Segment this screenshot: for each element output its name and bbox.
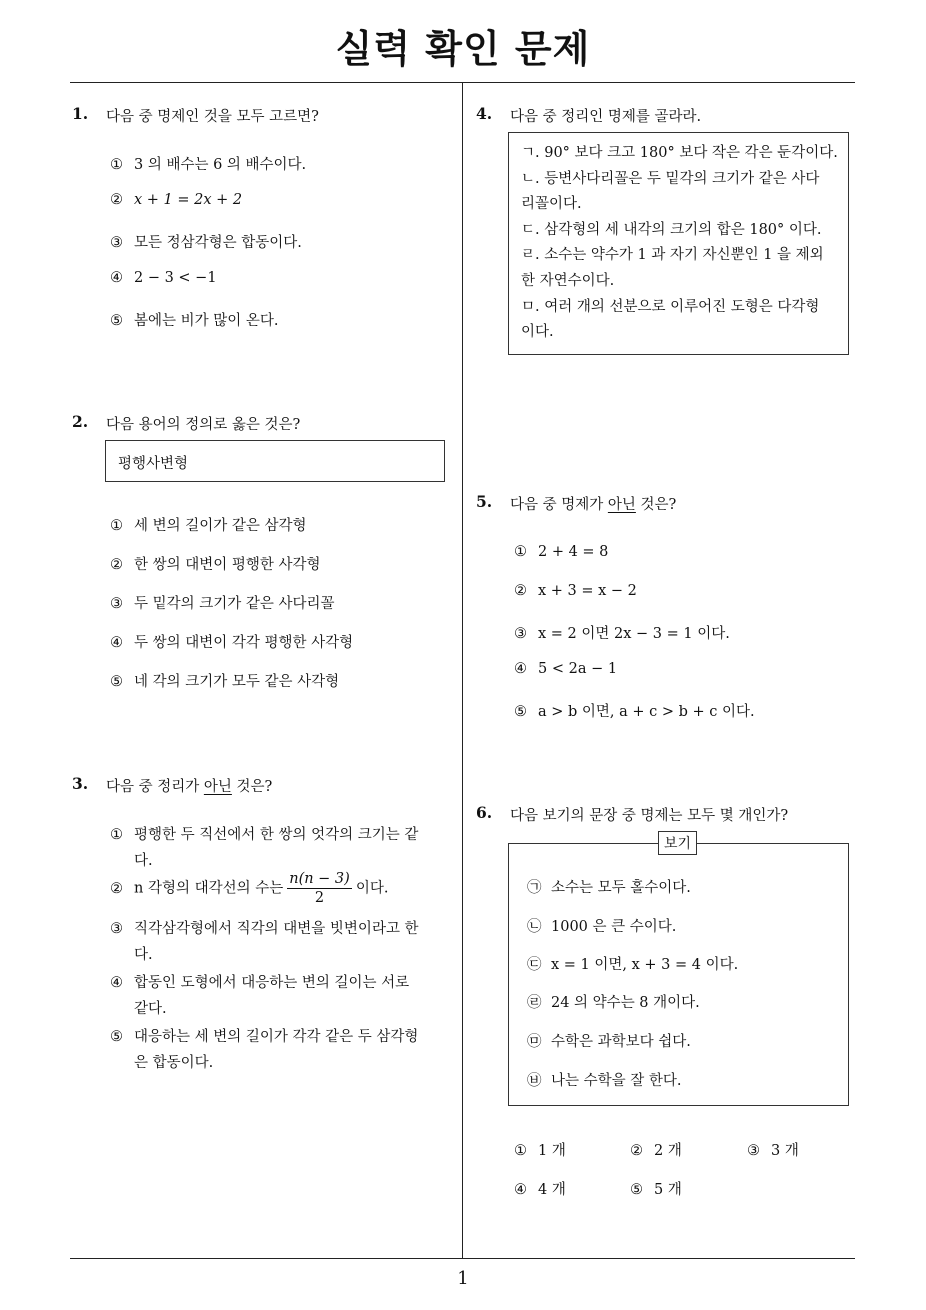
option-mark: ② [514, 583, 527, 599]
option-3[interactable] [747, 1139, 799, 1160]
statement-2 [527, 915, 676, 936]
option-mark: ③ [110, 921, 123, 937]
statement-line: ㄱ. 90° 보다 크고 180° 보다 작은 각은 둔각이다. [521, 145, 838, 161]
question-number: 1. [72, 104, 89, 123]
option-text: 네 각의 크기가 모두 같은 사각형 [134, 674, 340, 690]
option-text: 3 개 [771, 1143, 799, 1159]
statement-mark: ㉣ [527, 995, 542, 1011]
option-5[interactable] [110, 1024, 430, 1076]
option-3[interactable] [514, 622, 730, 643]
statement-text: 1000 은 큰 수이다. [551, 919, 677, 935]
option-4[interactable] [514, 661, 617, 677]
fraction [287, 870, 352, 907]
question-number: 4. [476, 104, 493, 123]
question-number: 5. [476, 492, 493, 511]
question-text-part: 다음 중 명제가 [510, 497, 608, 513]
option-text-post: 이다. [355, 880, 389, 897]
question-text-part: 것은? [231, 779, 273, 795]
option-text: 1 개 [538, 1143, 566, 1159]
question-text [106, 775, 272, 796]
question-number: 6. [476, 803, 493, 822]
page-number: 1 [457, 1268, 469, 1289]
option-1[interactable] [514, 544, 608, 560]
statement-line: 이다. [521, 324, 554, 341]
option-5[interactable] [514, 700, 755, 721]
column-divider [462, 83, 463, 1259]
question-number: 2. [72, 412, 89, 431]
option-mark: ④ [514, 1182, 527, 1198]
question-text: 다음 중 명제인 것을 모두 고르면? [106, 109, 319, 125]
option-2[interactable] [110, 553, 321, 574]
option-5[interactable] [110, 309, 279, 330]
option-text: 2 − 3 < −1 [134, 270, 217, 286]
option-mark: ② [110, 880, 123, 897]
option-text: 한 쌍의 대변이 평행한 사각형 [134, 557, 321, 573]
statement-text: 24 의 약수는 8 개이다. [551, 995, 700, 1011]
statement-text: 나는 수학을 잘 한다. [551, 1073, 682, 1089]
option-mark: ⑤ [110, 674, 123, 690]
question-text: 다음 용어의 정의로 옳은 것은? [106, 417, 301, 433]
statement-mark: ㉥ [527, 1073, 542, 1089]
term-box [105, 440, 445, 482]
option-mark: ② [110, 557, 123, 573]
option-mark: ② [630, 1143, 643, 1159]
option-mark: ③ [747, 1143, 760, 1159]
option-mark: ④ [514, 661, 527, 677]
option-text: 3 의 배수는 6 의 배수이다. [134, 157, 307, 173]
option-text: 2 + 4 = 8 [538, 544, 609, 560]
statement-text: 수학은 과학보다 쉽다. [551, 1034, 691, 1050]
option-text: 4 개 [538, 1182, 566, 1198]
statement-6 [527, 1069, 682, 1090]
question-text [510, 493, 676, 514]
statement-line: 한 자연수이다. [521, 272, 615, 289]
option-mark: ④ [110, 635, 123, 651]
statement-mark: ㉢ [527, 957, 542, 973]
option-text: 봄에는 비가 많이 온다. [134, 313, 279, 329]
statement-5 [527, 1030, 691, 1051]
option-4[interactable] [110, 270, 217, 286]
option-mark: ① [110, 157, 123, 173]
option-mark: ⑤ [630, 1182, 643, 1198]
option-mark: ① [514, 1143, 527, 1159]
option-1[interactable] [110, 514, 307, 535]
statements-box [508, 132, 849, 355]
option-mark: ② [110, 192, 123, 208]
option-mark: ⑤ [110, 313, 123, 329]
option-text-pre: n 각형의 대각선의 수는 [134, 880, 284, 897]
option-2[interactable] [630, 1139, 682, 1160]
page-title: 실력 확인 문제 [335, 27, 591, 71]
fraction-numerator: n(n − 3) [289, 871, 350, 887]
fraction-denominator: 2 [314, 890, 325, 906]
statement-line: ㄹ. 소수는 약수가 1 과 자기 자신뿐인 1 을 제외 [521, 247, 824, 264]
statement-line: ㅁ. 여러 개의 선분으로 이루어진 도형은 다각형 [521, 298, 820, 315]
option-mark: ① [514, 544, 527, 560]
statement-mark: ㉠ [527, 880, 542, 896]
statement-line: ㄴ. 등변사다리꼴은 두 밑각의 크기가 같은 사다 [521, 170, 820, 187]
bogi-box [508, 843, 849, 1106]
option-text: a > b 이면, a + c > b + c 이다. [538, 704, 755, 720]
option-mark: ③ [110, 235, 123, 251]
option-mark: ① [110, 827, 123, 843]
option-2[interactable] [514, 583, 637, 599]
option-1[interactable] [514, 1139, 566, 1160]
option-text: 두 밑각의 크기가 같은 사다리꼴 [134, 596, 335, 612]
statement-text: x = 1 이면, x + 3 = 4 이다. [551, 957, 739, 973]
footer-rule [70, 1258, 855, 1259]
option-text: 합동인 도형에서 대응하는 변의 길이는 서로 같다. [134, 975, 410, 1017]
option-text: x + 1 = 2x + 2 [134, 192, 243, 208]
statement-1 [527, 876, 691, 897]
option-text: 5 개 [654, 1182, 682, 1198]
bogi-label: 보기 [658, 831, 697, 855]
option-text: 두 쌍의 대변이 각각 평행한 사각형 [134, 635, 354, 651]
option-5[interactable] [110, 670, 339, 691]
option-4[interactable] [110, 631, 353, 652]
statement-text: 소수는 모두 홀수이다. [551, 880, 691, 896]
option-text: 세 변의 길이가 같은 삼각형 [134, 518, 307, 534]
term-text: 평행사변형 [118, 456, 189, 472]
statement-3 [527, 953, 738, 974]
option-4[interactable] [514, 1178, 566, 1199]
question-text: 다음 중 정리인 명제를 골라라. [510, 109, 702, 125]
option-mark: ⑤ [110, 1029, 123, 1045]
option-text: x = 2 이면 2x − 3 = 1 이다. [538, 626, 730, 642]
statement-mark: ㉡ [527, 919, 542, 935]
option-text: 5 < 2a − 1 [538, 661, 618, 677]
option-1[interactable] [110, 153, 306, 174]
option-3[interactable] [110, 592, 335, 613]
question-number: 3. [72, 774, 89, 793]
option-mark: ③ [514, 626, 527, 642]
option-text: 직각삼각형에서 직각의 대변을 빗변이라고 한다. [134, 921, 419, 963]
question-text-part: 다음 중 정리가 [106, 779, 204, 795]
option-mark: ⑤ [514, 704, 527, 720]
option-text: 모든 정삼각형은 합동이다. [134, 235, 302, 251]
statement-mark: ㉤ [527, 1034, 542, 1050]
statement-line: 리꼴이다. [521, 196, 582, 213]
underlined-word: 아닌 [607, 497, 636, 513]
underlined-word: 아닌 [203, 779, 232, 795]
option-5[interactable] [630, 1178, 682, 1199]
option-3[interactable] [110, 916, 430, 968]
option-mark: ④ [110, 975, 123, 991]
option-3[interactable] [110, 231, 302, 252]
option-text: 평행한 두 직선에서 한 쌍의 엇각의 크기는 같다. [134, 827, 419, 869]
option-2[interactable] [110, 870, 388, 907]
option-mark: ① [110, 518, 123, 534]
statement-line: ㄷ. 삼각형의 세 내각의 크기의 합은 180° 이다. [521, 221, 822, 238]
statement-4 [527, 991, 700, 1012]
option-text: x + 3 = x − 2 [538, 583, 637, 599]
option-mark: ④ [110, 270, 123, 286]
option-1[interactable] [110, 822, 430, 874]
option-mark: ③ [110, 596, 123, 612]
option-2[interactable] [110, 192, 242, 208]
question-text: 다음 보기의 문장 중 명제는 모두 몇 개인가? [510, 808, 789, 824]
question-text-part: 것은? [635, 497, 677, 513]
option-text: 2 개 [654, 1143, 682, 1159]
option-text: 대응하는 세 변의 길이가 각각 같은 두 삼각형은 합동이다. [134, 1029, 419, 1071]
option-4[interactable] [110, 970, 430, 1022]
